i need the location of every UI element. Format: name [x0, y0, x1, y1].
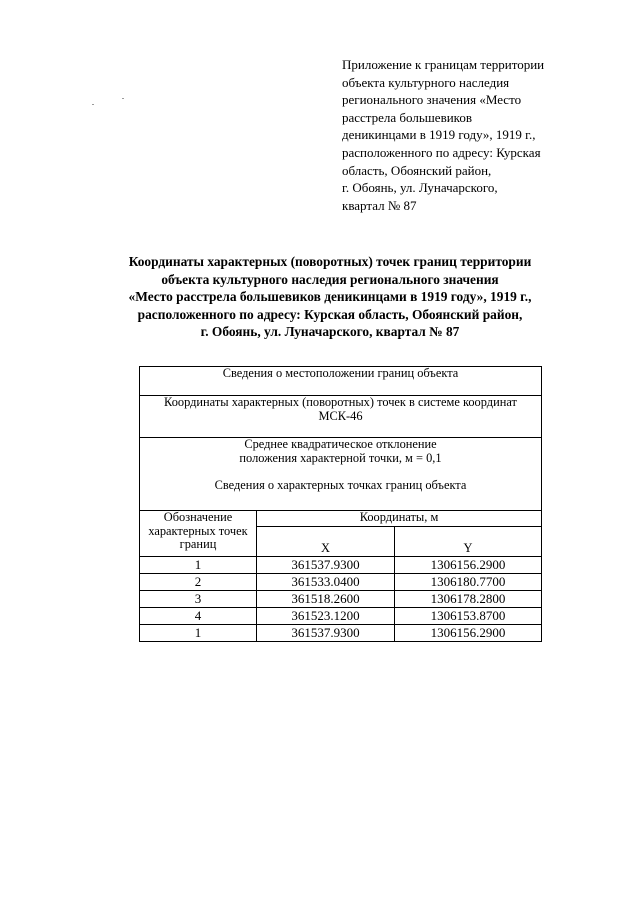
- appendix-line: г. Обоянь, ул. Луначарского,: [342, 180, 498, 196]
- deviation-info: [140, 438, 542, 511]
- x-header: X: [257, 527, 395, 557]
- table-row: [140, 591, 542, 608]
- table-row: [140, 438, 542, 511]
- appendix-line: Приложение к границам территории: [342, 57, 545, 72]
- appendix-line: объекта культурного наследия: [342, 74, 510, 90]
- scan-speck: [122, 98, 124, 99]
- point-x: 361537.9300: [257, 625, 395, 642]
- appendix-note: [342, 56, 582, 214]
- heading-line: «Место расстрела большевиков деникинцами в 1919 году», 1919 г.,: [128, 289, 532, 305]
- table-header-row: [140, 511, 542, 527]
- point-id: 4: [140, 608, 257, 625]
- location-title: Сведения о местоположении границ объекта: [140, 367, 542, 396]
- point-id: 1: [140, 625, 257, 642]
- scan-speck: [92, 104, 94, 105]
- point-x: 361518.2600: [257, 591, 395, 608]
- heading-line: г. Обоянь, ул. Луначарского, квартал № 87: [200, 324, 460, 340]
- table-row: [140, 608, 542, 625]
- coordinates-header: Координаты, м: [257, 511, 542, 527]
- coordinate-system-line: Координаты характерных (поворотных) точек в системе координат: [164, 395, 517, 409]
- deviation-line: Среднее квадратическое отклонение: [244, 437, 437, 451]
- appendix-line: квартал № 87: [342, 197, 417, 213]
- point-x: 361533.0400: [257, 574, 395, 591]
- point-id: 1: [140, 557, 257, 574]
- point-id: 2: [140, 574, 257, 591]
- deviation-line: положения характерной точки, м = 0,1: [239, 450, 442, 465]
- point-y: 1306153.8700: [395, 608, 542, 625]
- heading-line: Координаты характерных (поворотных) точек границ территории: [128, 254, 532, 269]
- table-row: [140, 557, 542, 574]
- appendix-line: расстрела большевиков: [342, 109, 472, 125]
- table-row: [140, 367, 542, 396]
- appendix-line: регионального значения «Место: [342, 92, 522, 108]
- table-row: [140, 574, 542, 591]
- table-row: [140, 625, 542, 642]
- coordinate-system-name: МСК-46: [318, 408, 363, 423]
- heading-line: расположенного по адресу: Курская область, Обоянский район,: [137, 306, 523, 322]
- point-id: 3: [140, 591, 257, 608]
- point-y: 1306156.2900: [395, 557, 542, 574]
- y-header: Y: [395, 527, 542, 557]
- appendix-line: область, Обоянский район,: [342, 162, 492, 178]
- appendix-line: расположенного по адресу: Курская: [342, 144, 541, 160]
- point-y: 1306180.7700: [395, 574, 542, 591]
- points-info: Сведения о характерных точках границ объекта: [214, 478, 467, 492]
- point-y: 1306156.2900: [395, 625, 542, 642]
- designation-header: Обозначение характерных точек границ: [140, 511, 257, 557]
- point-x: 361523.1200: [257, 608, 395, 625]
- table-row: [140, 396, 542, 438]
- heading-line: объекта культурного наследия регионального значения: [161, 271, 499, 287]
- coordinate-system-title: [140, 396, 542, 438]
- coordinates-table: [139, 366, 542, 642]
- point-x: 361537.9300: [257, 557, 395, 574]
- document-heading: [90, 253, 570, 341]
- appendix-line: деникинцами в 1919 году», 1919 г.,: [342, 127, 536, 143]
- point-y: 1306178.2800: [395, 591, 542, 608]
